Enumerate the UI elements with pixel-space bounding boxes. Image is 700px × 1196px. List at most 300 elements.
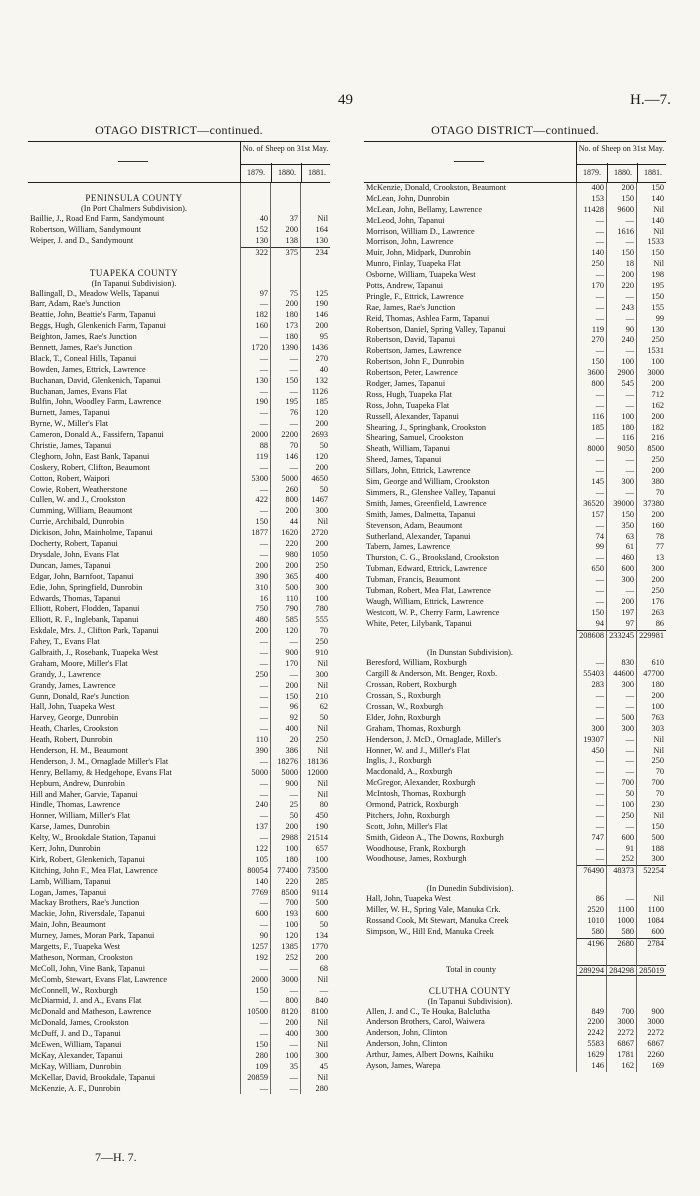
sheep-count-1880: 5000 [281,473,298,483]
sheep-count-1880: 180 [285,332,298,342]
sheep-count-1879: 182 [255,310,268,320]
sheep-count-1880: 250 [621,810,634,820]
sheep-count-1879: 310 [255,582,268,592]
sheep-count-1881: 900 [651,1006,664,1016]
table-row [364,822,666,833]
sheep-count-1880: — [289,386,298,396]
right-table-body [364,183,666,1072]
owner-name: Black, T., Coneal Hills, Tapanui [30,353,137,363]
subtotal-1880: 48373 [606,865,636,876]
sheep-count-1880: — [289,669,298,679]
table-row [28,670,330,681]
sheep-count-1880: 9600 [617,204,634,214]
sheep-count-1881: 200 [315,462,328,472]
table-row [364,346,666,357]
sheep-count-1879: — [259,658,268,668]
sheep-count-1880: 800 [285,495,298,505]
sheep-count-1881: Nil [317,214,328,223]
sheep-count-1881: 70 [655,789,664,799]
sheep-count-1879: 270 [591,335,604,345]
county-total-label: Total in county [445,964,497,974]
spacer-row [28,258,330,266]
table-row [28,931,330,942]
sheep-count-1880: 25 [289,800,298,810]
sheep-count-1881: 134 [315,931,328,941]
owner-name: Ross, John, Tuapeka Flat [366,400,450,410]
sheep-count-1880: — [625,466,634,476]
sheep-count-1879: — [259,647,268,657]
sheep-count-1881: 140 [651,193,664,203]
sheep-count-1879: — [595,854,604,864]
sheep-count-1879: 250 [255,669,268,679]
table-row [364,575,666,586]
table-row [364,444,666,455]
sheep-count-1880: 170 [285,658,298,668]
subtotal-1879: 76490 [576,865,606,876]
owner-name: Arthur, James, Albert Downs, Kaihiku [366,1050,494,1060]
owner-name: Anderson Brothers, Carol, Waiwera [366,1017,485,1027]
table-row [28,539,330,550]
owner-name: McKenzie, Donald, Crookston, Beaumont [366,183,507,192]
table-row [28,289,330,300]
sheep-count-1880: 240 [621,335,634,345]
sheep-count-1881: 250 [315,560,328,570]
subtotal-1880: 233245 [606,630,636,641]
subdivision-heading: (In Tapanui Subdivision). [427,996,513,1006]
owner-name: McIntosh, Thomas, Roxburgh [366,789,466,799]
owner-name: McEwen, William, Tapanui [30,1040,122,1050]
owner-name: Elliott, R. F., Inglebank, Tapanui [30,615,139,625]
sheep-count-1879: 600 [255,909,268,919]
table-row [28,463,330,474]
table-row [28,550,330,561]
sheep-count-1881: Nil [653,745,664,755]
sheep-count-1880: 300 [621,723,634,733]
sheep-count-1881: 3000 [647,1017,664,1027]
sheep-count-1879: 16 [259,593,268,603]
owner-name: Shearing, Samuel, Crookston [366,433,464,443]
sheep-count-1879: — [595,237,604,247]
sheep-count-1881: 50 [319,484,328,494]
sheep-count-1879: 192 [255,952,268,962]
sheep-count-1881: Nil [317,789,328,799]
owner-name: Tubman, Robert, Mea Flat, Lawrence [366,585,491,595]
subtotal-1880: 2680 [606,938,636,949]
sheep-count-1879: — [259,1018,268,1028]
sheep-count-1881: 3000 [647,368,664,378]
owner-name: Robertson, William, Sandymount [30,224,142,234]
sheep-count-1881: 190 [315,299,328,309]
sheep-count-1880: 1781 [617,1050,634,1060]
owner-name: Rodger, James, Tapanui [366,379,446,389]
sheep-count-1879: — [259,713,268,723]
right-column [364,122,666,1072]
sheep-count-1880: 50 [625,789,634,799]
subtotal-label [364,865,576,876]
sheep-count-1880: — [289,985,298,995]
sheep-count-1879: 80054 [247,865,268,875]
sheep-count-1879: 150 [255,517,268,527]
table-row [28,909,330,920]
sheep-count-1880: 2200 [281,430,298,440]
sheep-count-1879: — [595,346,604,356]
owner-name: Cumming, William, Beaumont [30,506,133,516]
sheep-count-1880: — [625,756,634,766]
sheep-count-1880: 200 [285,560,298,570]
sheep-count-1880: — [289,419,298,429]
sheep-count-1879: 153 [591,193,604,203]
sheep-count-1880: 63 [625,531,634,541]
sheep-count-1879: 2000 [251,430,268,440]
sheep-count-1881: 250 [651,335,664,345]
owner-name: Margetts, F., Tuapeka West [30,942,121,951]
sheep-count-1881: 1100 [647,905,664,915]
sheep-count-1881: 1084 [647,916,664,925]
sheep-count-1881: 198 [651,270,664,280]
owner-name: Woodhouse, Frank, Roxburgh [366,843,466,853]
owner-name: McGregor, Alexander, Roxburgh [366,778,476,788]
subtotal-label [364,938,576,949]
sheep-count-1881: 250 [651,585,664,595]
owner-name: Ormond, Patrick, Roxburgh [366,799,459,809]
sheep-count-1880: 100 [621,357,634,367]
table-row [28,343,330,354]
table-row [28,365,330,376]
sheep-count-1880: 900 [285,778,298,788]
sheep-count-1879: — [595,691,604,701]
sheep-count-1879: 300 [591,723,604,733]
sheep-count-1880: 1000 [617,916,634,925]
owner-name: McLean, John, Bellamy, Lawrence [366,204,483,214]
sheep-count-1879: — [259,1029,268,1039]
sheep-count-1879: — [595,389,604,399]
sheep-count-1879: — [259,778,268,788]
table-row [364,608,666,619]
sheep-count-1880: — [625,745,634,755]
table-row [28,397,330,408]
owner-name: Ayson, James, Warepa [366,1061,441,1071]
sheep-count-1879: 40 [259,214,268,223]
table-row [364,553,666,564]
table-row [364,433,666,444]
sheep-count-1880: 900 [285,647,298,657]
sheep-count-1881: 195 [651,281,664,291]
sheep-count-1879: 190 [255,397,268,407]
sheep-count-1879: — [259,539,268,549]
sheep-count-1881: 2720 [311,528,328,538]
sheep-count-1880: 138 [285,235,298,245]
sheep-count-1880: 180 [285,310,298,320]
sheep-count-1879: 145 [591,477,604,487]
table-row [364,854,666,865]
sheep-count-1879: 150 [255,985,268,995]
owner-name: Sheath, William, Tapanui [366,444,451,454]
sheep-count-1879: — [595,712,604,722]
sheep-count-1881: Nil [653,894,664,904]
owner-name: McDuff, J. and D., Tapanui [30,1029,121,1039]
sheep-count-1880: — [289,637,298,647]
owner-name: Sillars, John, Ettrick, Lawrence [366,466,471,476]
sheep-count-1880: 400 [285,1029,298,1039]
owner-name: Honner, William, Miller's Flat [30,811,130,821]
table-row [28,866,330,877]
sheep-count-1880: 300 [621,680,634,690]
sheep-count-1880: 2900 [617,368,634,378]
owner-name: Main, John, Beaumont [30,920,106,930]
sheep-count-1881: 6867 [647,1039,664,1049]
owner-name: Matheson, Norman, Crookston [30,952,133,962]
owner-name: McKay, Alexander, Tapanui [30,1050,123,1060]
owner-name: McComb, Stewart, Evans Flat, Lawrence [30,974,168,984]
table-row [364,1061,666,1072]
sheep-count-1880: — [625,821,634,831]
sheep-count-1881: 8100 [311,1007,328,1017]
table-row [364,357,666,368]
sheep-count-1881: Nil [653,734,664,744]
table-row [28,779,330,790]
owner-name: Tabern, James, Lawrence [366,542,451,552]
sheep-count-1881: 2260 [647,1050,664,1060]
table-row [28,735,330,746]
sheep-count-1880: 700 [285,898,298,908]
sheep-count-1880: 110 [285,593,298,603]
table-row [364,292,666,303]
sheep-count-1880: — [625,291,634,301]
sheep-count-1879: 119 [591,324,604,334]
subdivision-heading: (In Tapanui Subdivision). [91,278,177,288]
sheep-count-1880: — [625,701,634,711]
table-row [28,877,330,888]
sheep-count-1881: Nil [317,724,328,734]
table-row [28,942,330,953]
sheep-count-1881: 600 [315,909,328,919]
spacer-row [364,640,666,648]
sheep-count-1879: 150 [255,1040,268,1050]
sheep-count-1879: 130 [255,235,268,245]
sheep-count-1881: Nil [317,658,328,668]
sheep-count-1881: 200 [315,952,328,962]
owner-name: Westcott, W. P., Cherry Farm, Lawrence [366,607,500,617]
sheep-count-1880: — [289,353,298,363]
owner-name: Henderson, J. M., Ornaglade Miller's Flat [30,756,169,766]
table-row [364,1017,666,1028]
sheep-count-1881: Nil [317,974,328,984]
sheep-count-1880: 18276 [277,756,298,766]
table-row [28,604,330,615]
owner-name: Bowden, James, Ettrick, Lawrence [30,364,146,374]
sheep-count-1880: 100 [621,799,634,809]
sheep-count-1881: 185 [315,397,328,407]
owner-name: Cowie, Robert, Weatherstone [30,484,128,494]
owner-name: Munro, Finlay, Tuapeka Flat [366,259,461,269]
table-row [28,713,330,724]
sheep-count-1879: 105 [255,854,268,864]
sheep-count-1880: 75 [289,288,298,298]
sheep-count-1881: 303 [651,723,664,733]
left-table-body [28,183,330,1094]
table-row [364,691,666,702]
sheep-count-1879: 8000 [587,444,604,454]
owner-name: Russell, Alexander, Tapanui [366,411,459,421]
sheep-count-1881: 263 [651,607,664,617]
table-row [364,789,666,800]
sheep-count-1879: — [259,898,268,908]
sheep-count-1879: 36520 [583,498,604,508]
sheep-count-1880: 150 [621,193,634,203]
sheep-count-1881: 188 [651,843,664,853]
spacer-row [364,876,666,884]
sheep-count-1881: 180 [651,680,664,690]
sheep-count-1880: 92 [289,713,298,723]
sheep-count-1881: Nil [317,778,328,788]
sheep-count-1881: 200 [651,411,664,421]
sheep-count-1879: 200 [255,626,268,636]
owner-name: Beggs, Hugh, Glenkenich Farm, Tapanui [30,321,166,331]
sheep-count-1879: — [259,833,268,843]
table-row [364,379,666,390]
sheep-count-1881: 2272 [647,1028,664,1038]
sheep-count-1880: 500 [621,712,634,722]
sheep-count-1881: Nil [653,810,664,820]
county-heading: PENINSULA COUNTY [85,193,183,203]
sheep-count-1881: 47700 [643,669,664,679]
owner-name: Miller, W. H., Spring Vale, Manuka Crk. [366,905,501,915]
sheep-count-1879: — [259,299,268,309]
sheep-count-1881: 1467 [311,495,328,505]
owner-name: Murney, James, Moran Park, Tapanui [30,931,155,941]
sheep-count-1881: 73500 [307,865,328,875]
sheep-count-1881: 910 [315,647,328,657]
sheep-count-1881: 130 [315,235,328,245]
sheep-count-1879: 137 [255,822,268,832]
owner-name: Kitching, John F., Mea Flat, Lawrence [30,865,158,875]
right-column-title: OTAGO DISTRICT—continued. [431,123,599,137]
sheep-count-1881: 50 [319,713,328,723]
sheep-count-1879: — [595,778,604,788]
left-column [28,122,330,1094]
page-footer: 7—H. 7. [95,1150,137,1164]
sheep-count-1879: 849 [591,1006,604,1016]
sheep-count-1880: 580 [621,926,634,936]
county-total-1880: 284298 [606,965,636,976]
owner-name: Beattie, John, Beattie's Farm, Tapanui [30,310,156,320]
sheep-count-1879: 2242 [587,1028,604,1038]
table-row [28,594,330,605]
sheep-count-1879: — [595,789,604,799]
table-row [28,898,330,909]
table-row [28,214,330,225]
owner-name: Currie, Archibald, Dunrobin [30,517,125,527]
sheep-count-1879: 2520 [587,905,604,915]
table-row [28,888,330,899]
sheep-count-1880: 90 [625,324,634,334]
sheep-count-1880: 8120 [281,1007,298,1017]
owner-name: Osborne, William, Tuapeka West [366,270,476,280]
sheep-count-1881: 700 [651,778,664,788]
sheep-count-1880: 44600 [613,669,634,679]
owner-name: Docherty, Robert, Tapanui [30,539,118,549]
sheep-count-1880: 150 [621,509,634,519]
sheep-count-1881: 4650 [311,473,328,483]
table-row [364,746,666,757]
sheep-count-1879: — [595,433,604,443]
sheep-count-1880: — [625,691,634,701]
sheep-count-1879: 10500 [247,1007,268,1017]
sheep-count-1880: 150 [621,248,634,258]
sheep-count-1880: — [625,894,634,904]
table-row [28,626,330,637]
sheep-count-1881: 400 [315,571,328,581]
sheep-count-1881: 200 [315,539,328,549]
table-row [28,1029,330,1040]
owner-name: Elder, John, Roxburgh [366,712,441,722]
sheep-count-1879: 94 [595,618,604,628]
table-row [28,659,330,670]
owner-name: Drysdale, John, Evans Flat [30,549,120,559]
sheep-count-1879: 2000 [251,974,268,984]
owner-name: Grandy, James, Lawrence [30,680,116,690]
sheep-count-1881: 200 [651,575,664,585]
table-row [28,517,330,528]
sheep-count-1881: 200 [651,379,664,389]
sheep-count-1881: 12000 [307,767,328,777]
table-row [364,702,666,713]
sheep-count-1881: 70 [655,487,664,497]
sheep-count-1881: 162 [651,400,664,410]
sheep-count-1879: — [595,810,604,820]
owner-name: Sheed, James, Tapanui [366,455,442,465]
sheep-count-1880: 545 [621,379,634,389]
sheep-count-1881: 300 [315,1050,328,1060]
sheep-count-1881: 18136 [307,756,328,766]
subtotal-1879: 208608 [576,630,606,641]
owner-name: Logan, James, Tapanui [30,887,107,897]
owner-name: Hall, John, Tuapeka West [366,894,451,904]
table-row [364,735,666,746]
sheep-count-1880: 200 [285,299,298,309]
header-dash [118,161,148,162]
table-row [28,474,330,485]
table-row [364,183,666,194]
sheep-count-1881: 190 [315,822,328,832]
sheep-count-1879: 20859 [247,1072,268,1082]
table-row [28,692,330,703]
sheep-count-1881: 1436 [311,343,328,353]
table-row [28,408,330,419]
owner-name: Sutherland, Alexander, Tapanui [366,531,471,541]
owner-name: Rae, James, Rae's Junction [366,302,456,312]
sheep-count-1879: — [595,400,604,410]
table-row [364,412,666,423]
sheep-count-1881: Nil [653,204,664,214]
table-row [28,495,330,506]
sheep-count-1881: 1050 [311,549,328,559]
table-row [28,583,330,594]
sheep-count-1879: 5300 [251,473,268,483]
owner-name: Beighton, James, Rae's Junction [30,332,137,342]
table-row [28,855,330,866]
subtotal-label [28,247,240,258]
sheep-count-1879: — [595,799,604,809]
sheep-count-1879: 7769 [251,887,268,897]
sheep-count-1879: 2200 [587,1017,604,1027]
sheep-count-1879: — [259,789,268,799]
owner-name: Smith, James, Greenfield, Lawrence [366,498,487,508]
table-row [364,597,666,608]
county-total-1881: 285019 [636,965,666,976]
table-row [28,953,330,964]
header-year-1879: 1879. [583,168,601,177]
